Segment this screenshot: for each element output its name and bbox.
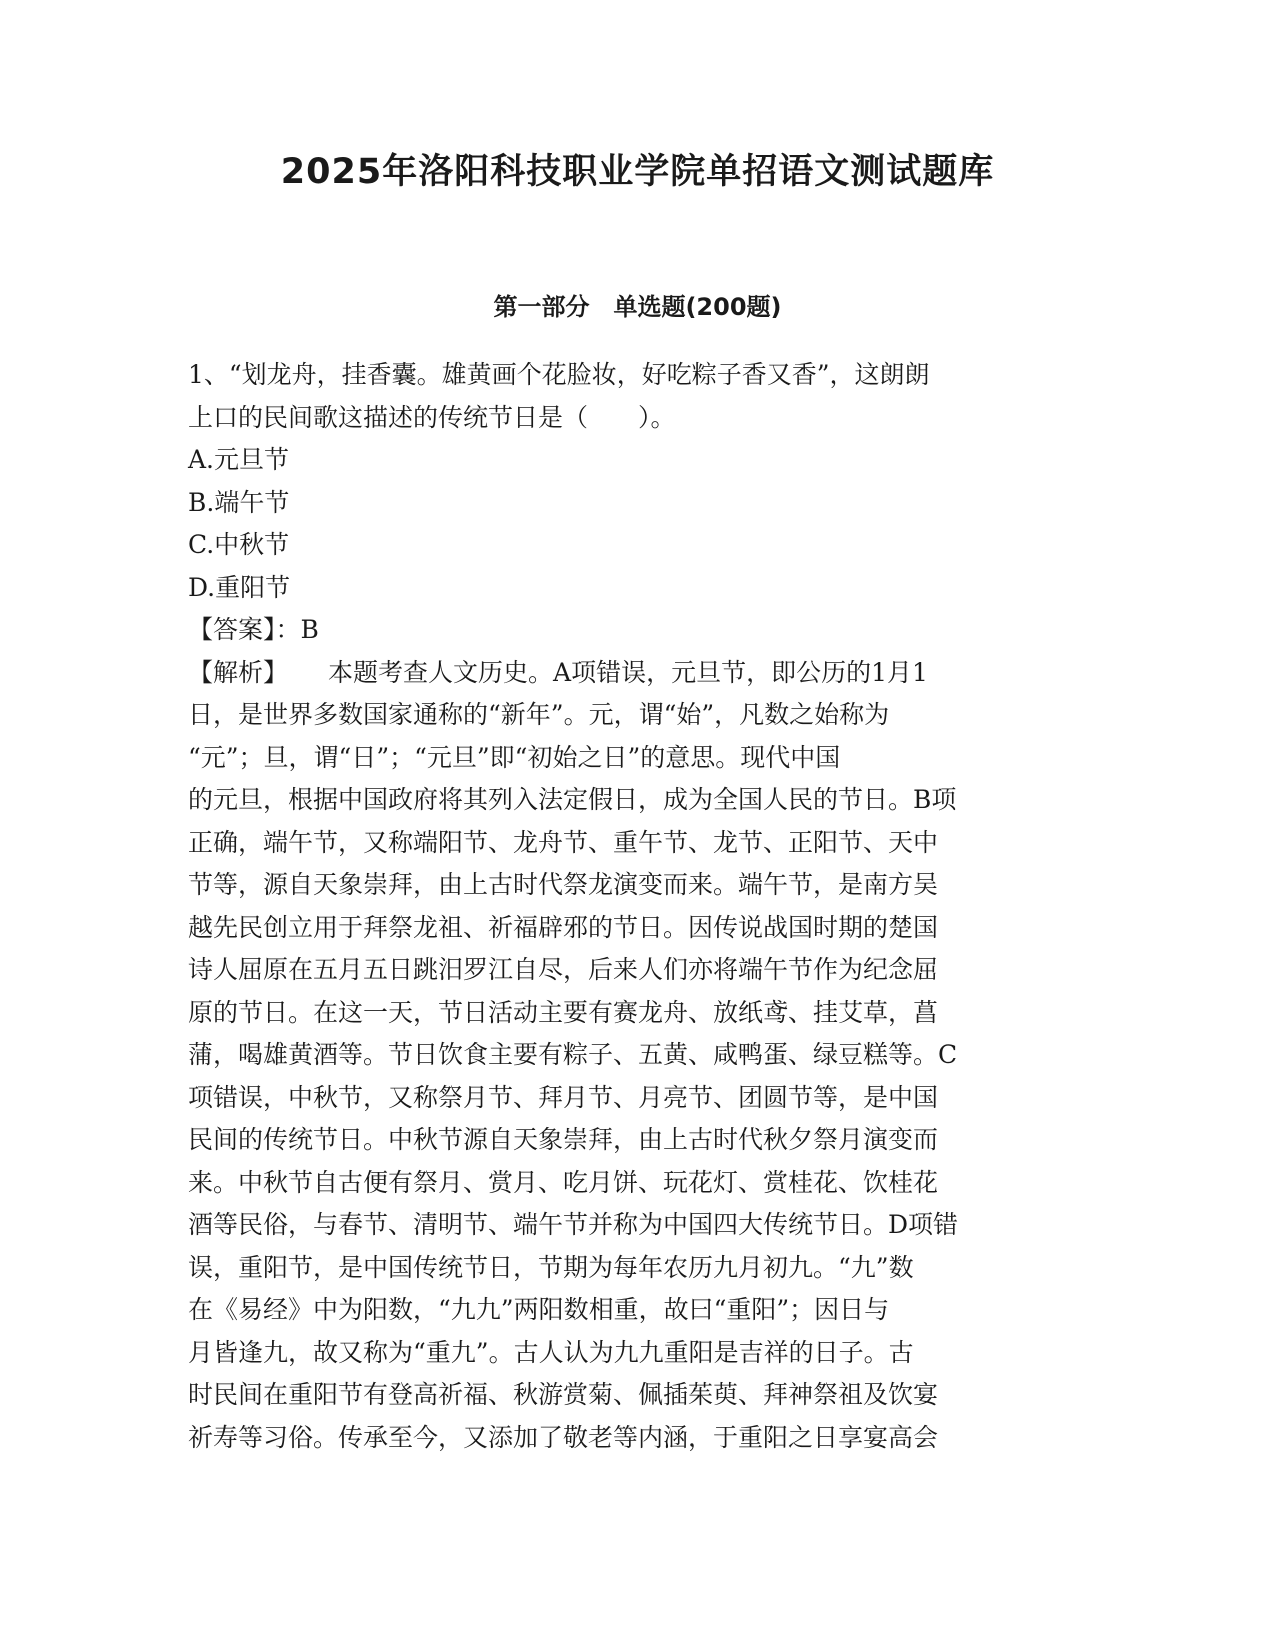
option-a: A.元旦节 [188, 445, 290, 474]
analysis-line: 正确，端午节，又称端阳节、龙舟节、重午节、龙节、正阳节、天中 [188, 827, 939, 857]
analysis-line: 越先民创立用于拜祭龙祖、祈福辟邪的节日。因传说战国时期的楚国 [188, 912, 939, 942]
analysis-line: 来。中秋节自古便有祭月、赏月、吃月饼、玩花灯、赏桂花、饮桂花 [188, 1167, 939, 1197]
question-block [188, 354, 1088, 1459]
analysis-line: 祈寿等习俗。传承至今，又添加了敬老等内涵，于重阳之日享宴高会 [188, 1422, 939, 1452]
analysis-line: “元”；旦，谓“日”；“元旦”即“初始之日”的意思。现代中国 [188, 742, 841, 772]
section-title: 第一部分 单选题(200题) [493, 293, 782, 321]
analysis-line: 误，重阳节，是中国传统节日，节期为每年农历九月初九。“九”数 [188, 1252, 914, 1282]
analysis-line: 月皆逢九，故又称为“重九”。古人认为九九重阳是吉祥的日子。古 [188, 1337, 914, 1367]
option-b: B.端午节 [188, 487, 290, 517]
analysis-line: 民间的传统节日。中秋节源自天象崇拜，由上古时代秋夕祭月演变而 [188, 1125, 939, 1154]
option-d: D.重阳节 [188, 572, 291, 602]
analysis-line: 诗人屈原在五月五日跳汨罗江自尽，后来人们亦将端午节作为纪念屈 [188, 955, 939, 984]
analysis-label: 【解析】 [188, 657, 289, 687]
option-c: C.中秋节 [188, 530, 290, 559]
question-stem-line: 1、“划龙舟，挂香囊。雄黄画个花脸妆，好吃粽子香又香”，这朗朗 [188, 360, 930, 389]
analysis-line [188, 652, 1088, 695]
document-title: 2025年洛阳科技职业学院单招语文测试题库 [280, 152, 995, 192]
analysis-line: 节等，源自天象崇拜，由上古时代祭龙演变而来。端午节，是南方吴 [188, 870, 939, 899]
analysis-line: 时民间在重阳节有登高祈福、秋游赏菊、佩插茱萸、拜神祭祖及饮宴 [188, 1380, 939, 1409]
analysis-line: 原的节日。在这一天，节日活动主要有赛龙舟、放纸鸢、挂艾草，菖 [188, 997, 939, 1027]
analysis-line: 项错误，中秋节，又称祭月节、拜月节、月亮节、团圆节等，是中国 [188, 1082, 939, 1112]
analysis-line: 的元旦，根据中国政府将其列入法定假日，成为全国人民的节日。B项 [188, 785, 957, 814]
analysis-line: 日，是世界多数国家通称的“新年”。元，谓“始”，凡数之始称为 [188, 700, 890, 729]
question-stem-line: 上口的民间歌这描述的传统节日是（ ）。 [188, 402, 676, 432]
analysis-line: 蒲，喝雄黄酒等。节日饮食主要有粽子、五黄、咸鸭蛋、绿豆糕等。C [188, 1040, 958, 1069]
answer-line: 【答案】：B [188, 615, 319, 644]
analysis-line: 酒等民俗，与春节、清明节、端午节并称为中国四大传统节日。D项错 [188, 1210, 959, 1239]
analysis-line: 在《易经》中为阳数，“九九”两阳数相重，故曰“重阳”；因日与 [188, 1295, 890, 1324]
analysis-text: 本题考查人文历史。A项错误，元旦节，即公历的1月1 [328, 657, 928, 687]
